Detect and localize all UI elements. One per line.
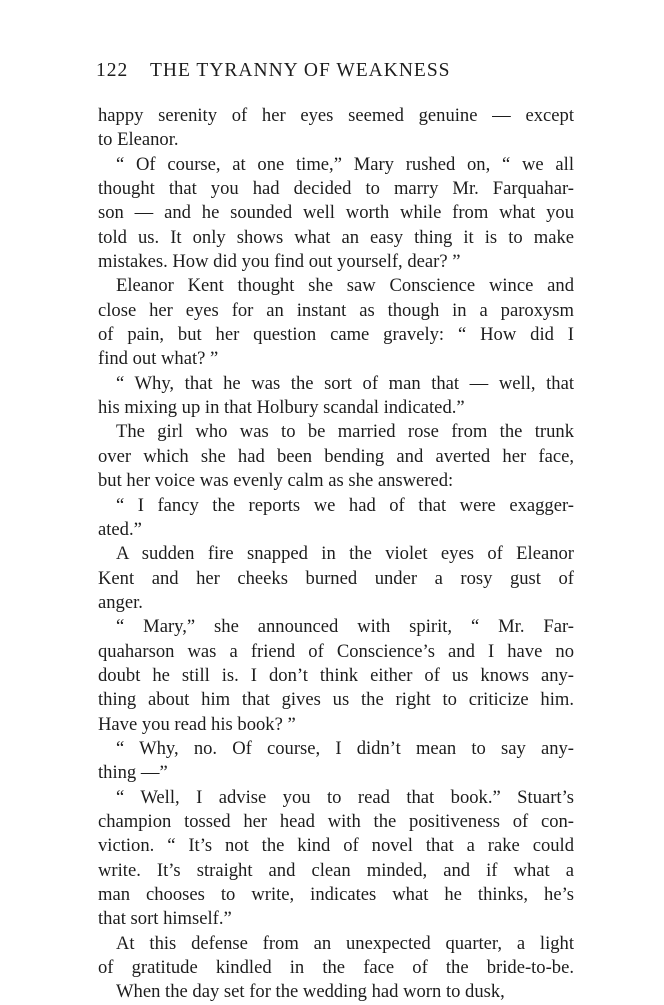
text-line: Eleanor Kent thought she saw Conscience wince and — [116, 275, 574, 297]
page-number: 122 — [96, 60, 129, 81]
text-line: “ Of course, at one time,” Mary rushed on, “ we all — [116, 153, 574, 175]
text-line: ated.” — [98, 518, 142, 540]
text-line: doubt he still is. I don’t think either of us knows any- — [98, 664, 574, 686]
text-line: At this defense from an unexpected quarter, a light — [116, 932, 574, 954]
text-line: but her voice was evenly calm as she answered: — [98, 470, 454, 492]
text-line: write. It’s straight and clean minded, and if what a — [98, 859, 574, 881]
text-line: viction. “ It’s not the kind of novel that a rake could — [98, 835, 574, 857]
text-line: quaharson was a friend of Conscience’s and I have no — [98, 640, 574, 662]
text-line: of gratitude kindled in the face of the bride-to-be. — [98, 957, 574, 979]
text-line: happy serenity of her eyes seemed genuine — except — [98, 105, 574, 126]
text-line: told us. It only shows what an easy thing it is to make — [98, 226, 574, 248]
text-line: When the day set for the wedding had worn to dusk, — [116, 981, 505, 1003]
text-line: over which she had been bending and averted her face, — [98, 445, 574, 467]
text-line: champion tossed her head with the positiveness of con- — [98, 810, 574, 832]
text-line: “ Mary,” she announced with spirit, “ Mr. Far- — [116, 616, 574, 638]
text-line: Have you read his book? ” — [98, 713, 296, 735]
text-line: man chooses to write, indicates what he thinks, he’s — [98, 884, 574, 905]
text-line: The girl who was to be married rose from the trunk — [116, 421, 574, 443]
text-line: mistakes. How did you find out yourself, dear? ” — [98, 251, 461, 273]
text-line: to Eleanor. — [98, 129, 179, 151]
text-line: “ I fancy the reports we had of that were exagger- — [116, 494, 574, 516]
text-line: close her eyes for an instant as though in a paroxysm — [98, 299, 574, 321]
text-line: his mixing up in that Holbury scandal indicated.” — [98, 397, 465, 419]
text-line: Kent and her cheeks burned under a rosy gust of — [98, 567, 574, 589]
text-line: “ Why, that he was the sort of man that — well, that — [116, 372, 574, 394]
text-line: son — and he sounded well worth while from what you — [98, 202, 574, 224]
running-title: THE TYRANNY OF WEAKNESS — [150, 60, 451, 81]
text-line: thing —” — [98, 762, 168, 784]
text-line: of pain, but her question came gravely: “ How did I — [98, 324, 574, 346]
text-line: “ Why, no. Of course, I didn’t mean to say any- — [116, 737, 574, 759]
body-text — [98, 104, 574, 1005]
text-line: anger. — [98, 591, 143, 613]
running-header — [96, 60, 576, 90]
text-line: thought that you had decided to marry Mr. Farquahar- — [98, 178, 574, 200]
text-line: find out what? ” — [98, 348, 219, 370]
text-line: A sudden fire snapped in the violet eyes of Eleanor — [116, 543, 574, 565]
text-line: that sort himself.” — [98, 908, 232, 930]
text-line: thing about him that gives us the right to criticize him. — [98, 689, 574, 711]
text-line: “ Well, I advise you to read that book.” Stuart’s — [116, 786, 574, 808]
